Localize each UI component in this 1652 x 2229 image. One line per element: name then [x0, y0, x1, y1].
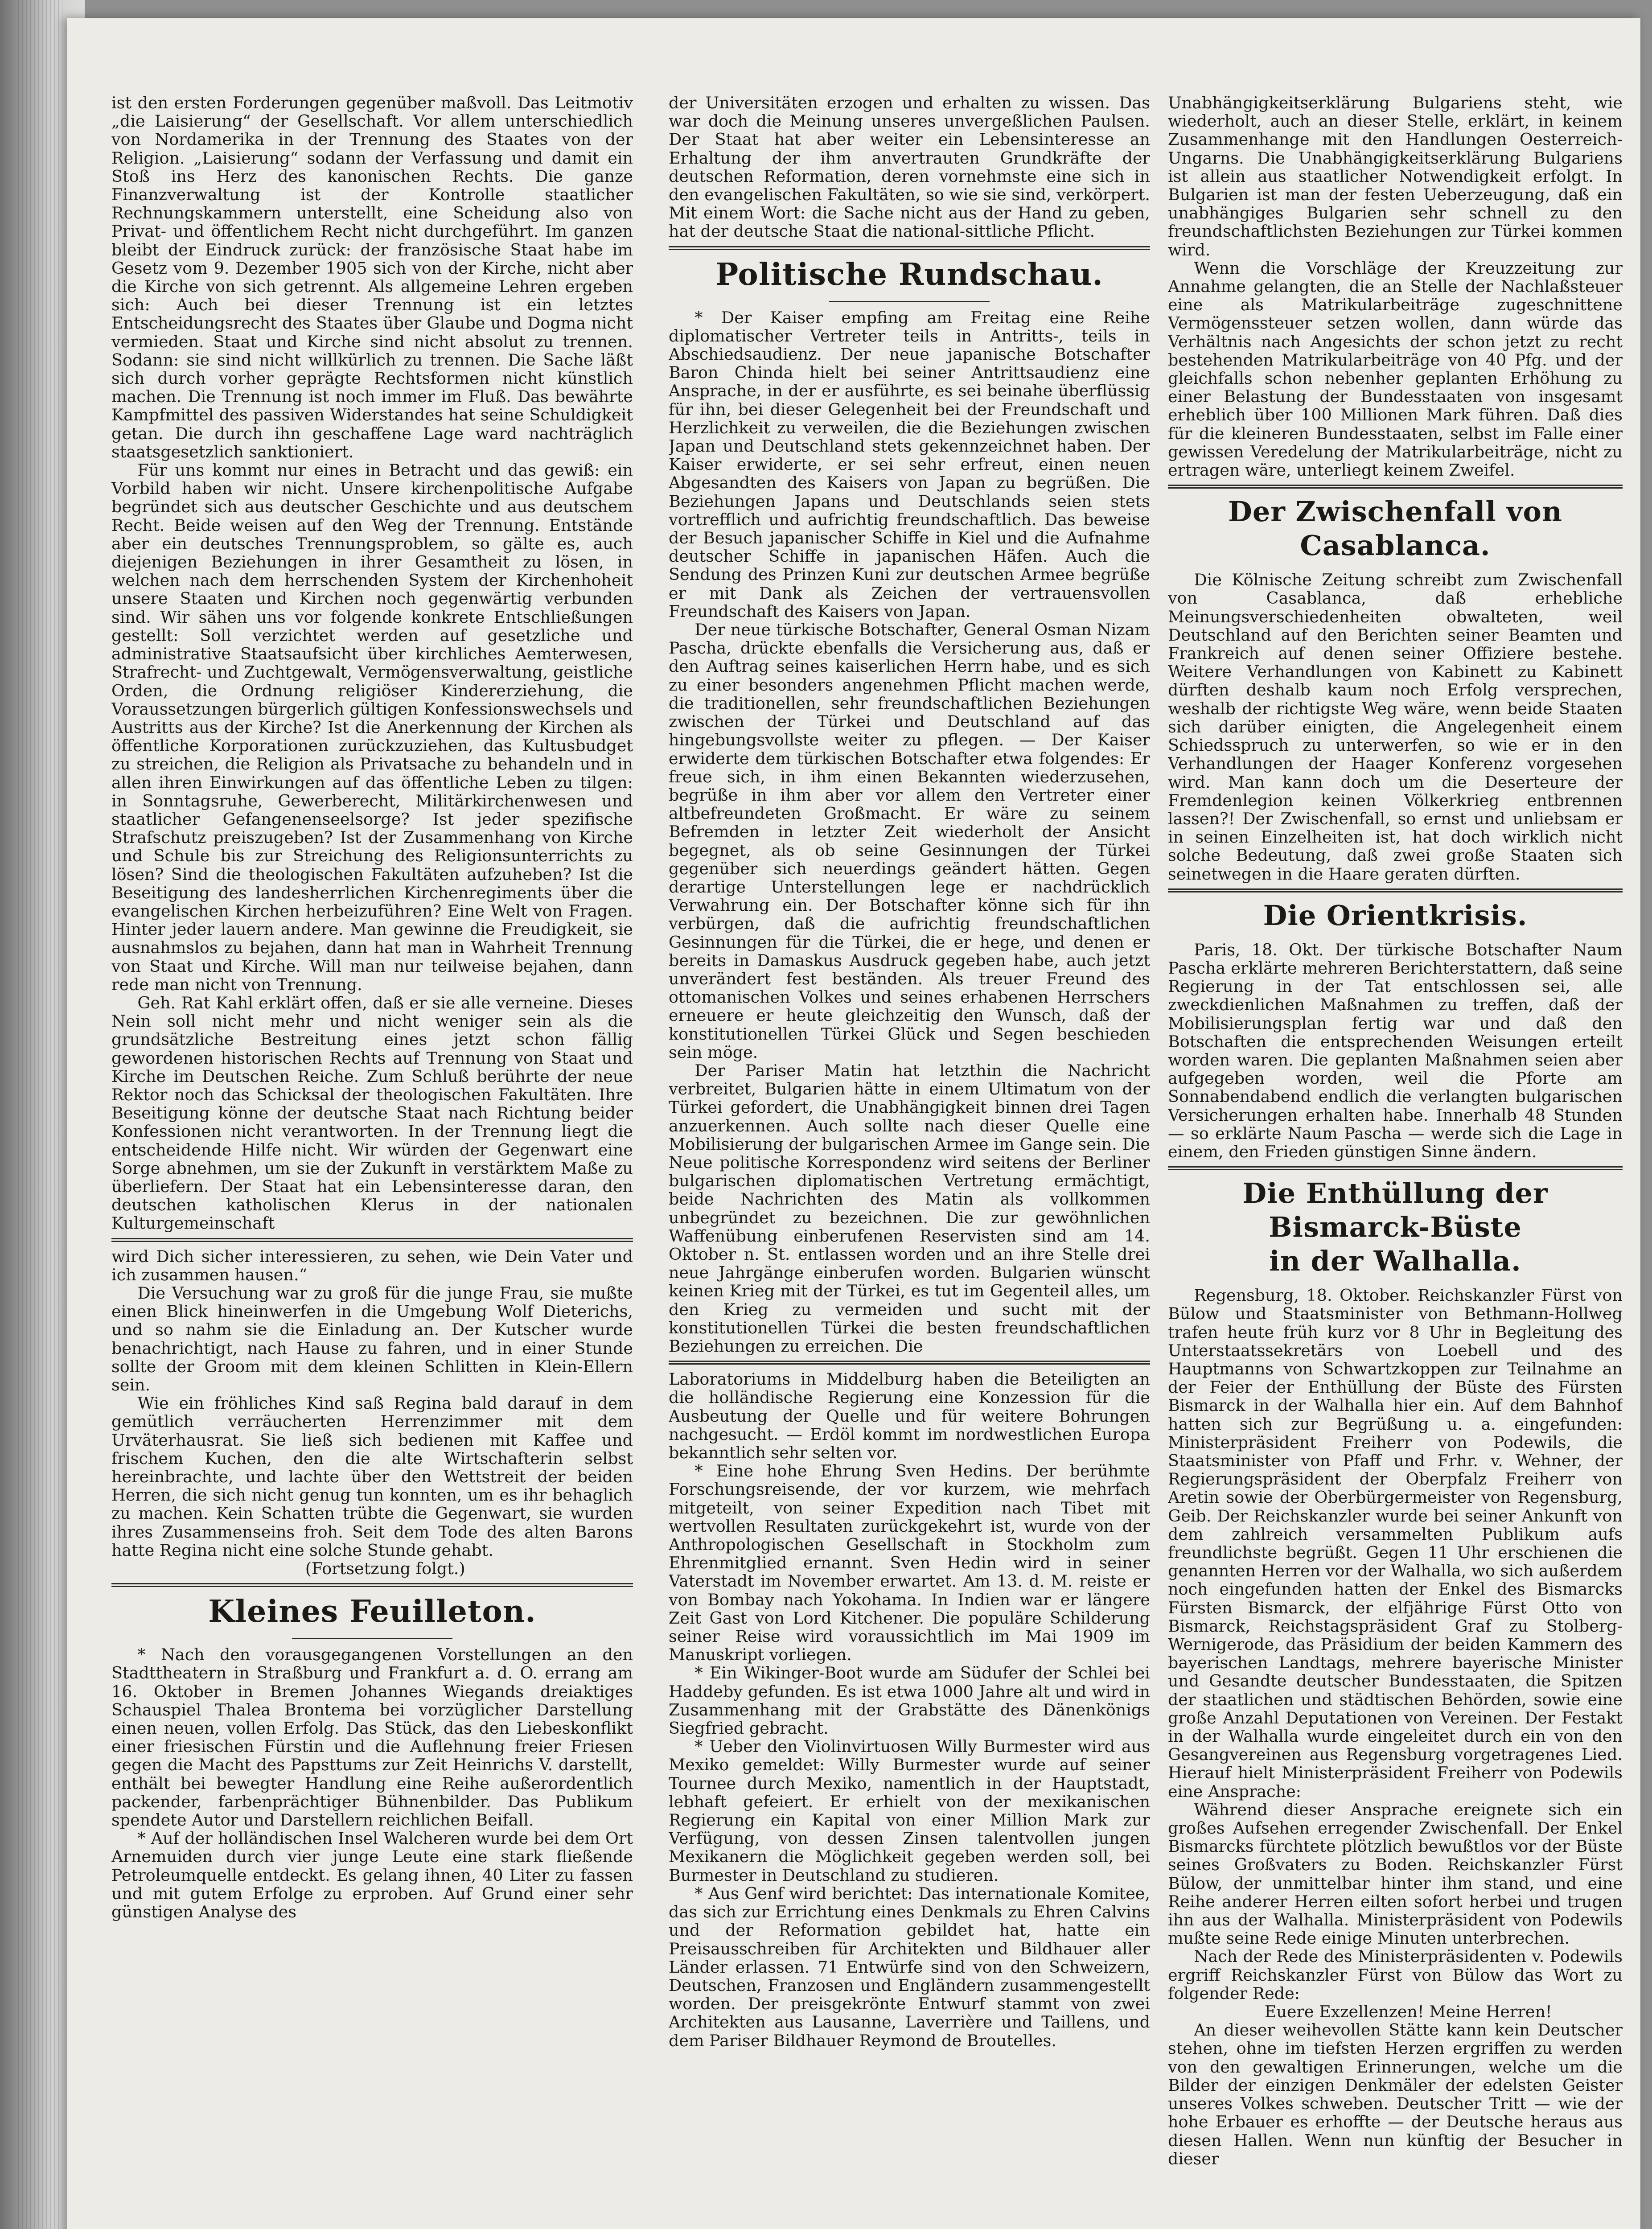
feuilleton-item: * Auf der holländischen Insel Walcheren wurde bei dem Ort Arnemuiden durch vier junge Leute eine stark fließende Petroleumquelle entdeckt. Es gelang ihnen, 40 Liter zu fassen und mit gutem Erfolge zu erproben. Auf Grund einer sehr günstigen Analyse des [111, 1829, 633, 1922]
novel-text: wird Dich sicher interessieren, zu sehen, wie Dein Vater und ich zusammen hausen.“ [111, 1246, 633, 1284]
novel-text: Die Versuchung war zu groß für die junge Frau, sie mußte einen Blick hineinwerfen in die Umgebung Wolf Dieterichs, und so nahm sie die Einladung an. Der Kutscher wurde benachrichtigt, nach Hause zu fahren, und in einer Stunde sollte der Groom mit dem kleinen Schlitten in Klein-Ellern sein. [111, 1283, 633, 1395]
article-text: Für uns kommt nur eines in Betracht und das gewiß: ein Vorbild haben wir nicht. Unsere kirchenpolitische Aufgabe begründet sich aus deutscher Geschichte und aus deutschem Recht. Beide weisen auf den Weg der Trennung. Entstände aber ein deutsches Trennungsproblem, so gälte es, auch diejenigen Beziehungen in ihrer Gesamtheit zu lösen, in welchen nach dem herrschenden System der Kirchenhoheit unsere Staaten und Kirchen noch gegenwärtig verbunden sind. Wir sähen uns vor folgende konkrete Entschließungen gestellt: Soll verzichtet werden auf gesetzliche und administrative Staatsaufsicht über kirchliches Aemterwesen, Strafrecht- und Zuchtgewalt, Vermögensverwaltung, geistliche Orden, die Ordnung religiöser Kindererziehung, die Voraussetzungen bürgerlich gültigen Konfessionswechsels und Austritts aus der Kirche? Ist die Anerkennung der Kirchen als öffentliche Korporationen zurückzuziehen, das Kultusbudget zu streichen, die Religion als Privatsache zu behandeln und in allen ihren Einwirkungen auf das öffentliche Leben zu tilgen: in Sonntagsruhe, Gewerberecht, Militärkirchenwesen und staatlicher Gefangenenseelsorge? Ist jeder spezifische Strafschutz preiszugeben? Ist der Zusammenhang von Kirche und Schule bis zur Streichung des Religionsunterrichts zu lösen? Sind die theologischen Fakultäten aufzuheben? Ist die Beseitigung des landesherrlichen Kirchenregiments über die evangelischen Kirchen herbeizuführen? Eine Welt von Fragen. Hinter jeder lauern andere. Man gewinne die Freudigkeit, sie ausnahmslos zu bejahen, dann hat man in Wahrheit Trennung von Staat und Kirche. Will man nur teilweise bejahen, dann rede man nicht von Trennung. [111, 461, 633, 994]
news-item: Der neue türkische Botschafter, General Osman Nizam Pascha, drückte ebenfalls die Versicherung aus, daß er den Auftrag seines kaiserlichen Herrn habe, und es sich zu einer besonders angenehmen Pflicht machen werde, die traditionellen, sehr freundschaftlichen Beziehungen zwischen der Türkei und Deutschland auf das hingebungsvollste weiter zu pflegen. — Der Kaiser erwiderte dem türkischen Botschafter etwa folgendes: Er freue sich, in ihm einen Bekannten wiederzusehen, begrüße in ihm aber vor allem den Vertreter einer altbefreundeten Großmacht. Er wäre zu seinem Befremden in letzter Zeit wiederholt der Ansicht begegnet, als ob seine Gesinnungen der Türkei gegenüber sich neuerdings geändert hätten. Gegen derartige Unterstellungen lege er nachdrücklich Verwahrung ein. Der Botschafter könne sich für ihn verbürgen, daß die aufrichtig freundschaftlichen Gesinnungen für die Türkei, die er hege, und denen er bereits in Damaskus Ausdruck gegeben habe, auch jetzt unverändert fest beständen. Als treuer Freund des ottomanischen Volkes und seines erhabenen Herrschers erneuere er heute gleichzeitig den Wunsch, daß der konstitutionellen Türkei Glück und Segen beschieden sein möge. [669, 620, 1150, 1062]
news-item: Paris, 18. Okt. Der türkische Botschafter Naum Pascha erklärte mehreren Berichterstattern, daß seine Regierung in der Tat entschlossen sei, alle zweckdienlichen Maßnahmen zu treffen, daß der Mobilisierungsplan fertig war und daß den Botschaften die entsprechenden Weisungen erteilt worden waren. Die geplanten Maßnahmen seien aber aufgegeben worden, weil die Pforte am Sonnabendabend endlich die verlangten bulgarischen Versicherungen erhalten habe. Innerhalb 48 Stunden — so erklärte Naum Pascha — werde sich die Lage in einem, den Frieden günstigen Sinne ändern. [1168, 940, 1623, 1161]
section-heading-casablanca: Der Zwischenfall von Casablanca. [1228, 495, 1562, 562]
continuation-note: (Fortsetzung folgt.) [305, 1559, 465, 1579]
article-text: Geh. Rat Kahl erklärt offen, daß er sie alle verneine. Dieses Nein soll nicht mehr und nicht weniger sein als die grundsätzliche Bestreitung eines jetzt schon fällig gewordenen historischen Rechts auf Trennung von Staat und Kirche im Deutschen Reiche. Zum Schluß berührte der neue Rektor noch das Schicksal der theologischen Fakultäten. Ihre Beseitigung könne der deutsche Staat nach Richtung beider Konfessionen nicht verantworten. In der Trennung liegt die entscheidende Hilfe nicht. Wir würden der Gegenwart eine Sorge abnehmen, um sie der Zukunft in verstärktem Maße zu überliefern. Der Staat hat ein Lebensinteresse daran, den deutschen katholischen Klerus in der nationalen Kulturgemeinschaft [111, 993, 633, 1233]
section-divider [1168, 888, 1623, 892]
article-text: ist den ersten Forderungen gegenüber maßvoll. Das Leitmotiv „die Laisierung“ der Gesellschaft. Vor allem unterschiedlich von Nordamerika in der Trennung des Staates von der Religion. „Laisierung“ sodann der Verfassung und damit ein Stoß ins Herz des kanonischen Rechts. Die ganze Finanzverwaltung ist der Kontrolle staatlicher Rechnungskammern unterstellt, eine Scheidung also von Privat- und öffentlichem Recht nicht durchgeführt. Im ganzen bleibt der Eindruck zurück: der französische Staat habe im Gesetz vom 9. Dezember 1905 sich von der Kirche, nicht aber die Kirche von sich getrennt. Als allgemeine Lehren ergeben sich: Auch bei dieser Trennung ist ein letztes Entscheidungsrecht des Staates über Glaube und Dogma nicht vermieden. Staat und Kirche sind nicht absolut zu trennen. Sodann: sie sind nicht willkürlich zu trennen. Die Sache läßt sich durch vorher geprägte Rechtsformen nicht künstlich machen. Die Trennung ist noch immer im Fluß. Das bewährte Kampfmittel des passiven Widerstandes hat seine Schuldigkeit getan. Die durch ihn geschaffene Lage ward nachträglich staatsgesetzlich sanktioniert. [111, 94, 633, 461]
heading-underline [829, 301, 990, 302]
feuilleton-item: * Ein Wikinger-Boot wurde am Südufer der Schlei bei Haddeby gefunden. Es ist etwa 1000 Jahre alt und wird in Zusammenhang mit der Grabstätte des Dänenkönigs Siegfried gebracht. [669, 1663, 1150, 1738]
feuilleton-item: Laboratoriums in Middelburg haben die Beteiligten an die holländische Regierung eine Konzession für die Ausbeutung der Quelle und für weitere Bohrungen nachgesucht. — Erdöl kommt im nordwestlichen Europa bekanntlich sehr selten vor. [669, 1369, 1150, 1463]
news-item: * Der Kaiser empfing am Freitag eine Reihe diplomatischer Vertreter teils in Antritts-, teils in Abschiedsaudienz. Der neue japanische Botschafter Baron Chinda hielt bei seiner Antrittsaudienz eine Ansprache, in der er ausführte, es sei beinahe überflüssig für ihn, bei dieser Gelegenheit bei der Freundschaft und Herzlichkeit zu verweilen, die die Beziehungen zwischen Japan und Deutschland stets gekennzeichnet haben. Der Kaiser erwiderte, er sei sehr erfreut, einen neuen Abgesandten des Kaisers von Japan zu begrüßen. Die Beziehungen Japans und Deutschlands seien stets vortrefflich und aufrichtig freundschaftlich. Das beweise der Besuch japanischer Schiffe in Kiel und die Aufnahme deutscher Schiffe in japanischen Häfen. Auch die Sendung des Prinzen Kuni zur deutschen Armee begrüße er mit Dank als Zeichen der vertrauensvollen Freundschaft des Kaisers von Japan. [669, 308, 1150, 621]
section-heading-bismarck: Die Enthüllung der Bismarck-Büste [1242, 1177, 1548, 1244]
column-middle [669, 94, 1150, 2229]
section-heading-orientkrisis: Die Orientkrisis. [1263, 899, 1528, 932]
news-item: Nach der Rede des Ministerpräsidenten v. Podewils ergriff Reichskanzler Fürst von Bülow das Wort zu folgender Rede: [1168, 1947, 1623, 2003]
section-divider [1168, 485, 1623, 489]
heading-underline [292, 1638, 452, 1639]
news-item: Die Kölnische Zeitung schreibt zum Zwischenfall von Casablanca, daß erhebliche Meinungsverschiedenheiten obwalteten, weil Deutschland auf den Berichten seiner Beamten und Frankreich auf denen seiner Offiziere bestehe. Weitere Verhandlungen von Kabinett zu Kabinett dürften deshalb kaum noch Erfolg versprechen, weshalb der richtigste Weg wäre, wenn beide Staaten sich darüber einigten, die Angelegenheit einem Schiedsspruch zu unterwerfen, so wie er in den Verhandlungen der Haager Konferenz vorgesehen wird. Man kann doch um die Deserteure der Fremdenlegion keinen Völkerkrieg entbrennen lassen?! Der Zwischenfall, so ernst und unliebsam er in seinen Einzelheiten ist, hat doch wirklich nicht solche Bedeutung, daß zwei große Staaten sich seinetwegen in die Haare geraten dürften. [1168, 570, 1623, 884]
news-item: Der Pariser Matin hat letzthin die Nachricht verbreitet, Bulgarien hätte in einem Ultimatum von der Türkei gefordert, die Unabhängigkeit binnen drei Tagen anzuerkennen. Auch sollte nach dieser Quelle eine Mobilisierung der bulgarischen Armee im Gange sein. Die Neue politische Korrespondenz wird seitens der Berliner bulgarischen diplomatischen Vertretung ermächtigt, beide Nachrichten des Matin als vollkommen unbegründet zu bezeichnen. Die zur gewöhnlichen Waffenübung einberufenen Reservisten sind am 14. Oktober n. St. entlassen worden und an ihre Stelle drei neue Jahrgänge einberufen worden. Bulgarien wünscht keinen Krieg mit der Türkei, es tut im Gegenteil alles, um den Krieg zu vermeiden und sucht mit der konstitutionellen Türkei die besten freundschaftlichen Beziehungen zu erreichen. Die [669, 1061, 1150, 1356]
speech-salutation: Euere Exzellenzen! Meine Herren! [1264, 2002, 1552, 2022]
section-divider [111, 1238, 633, 1242]
feuilleton-item: * Nach den vorausgegangenen Vorstellungen an den Stadttheatern in Straßburg und Frankfurt a. d. O. errang am 16. Oktober in Bremen Johannes Wiegands dreiaktiges Schauspiel Thalea Brontema bei vorzüglicher Darstellung einen neuen, vollen Erfolg. Das Stück, das den Liebeskonflikt einer friesischen Fürstin und die Auflehnung freier Friesen gegen die Macht des Papsttums zur Zeit Heinrichs V. darstellt, enthält bei bewegter Handlung eine Reihe außerordentlich packender, farbenprächtiger Bühnenbilder. Das Publikum spendete Autor und Darstellern reichlichen Beifall. [111, 1645, 633, 1830]
news-item: Regensburg, 18. Oktober. Reichskanzler Fürst von Bülow und Staatsminister von Bethmann-Hollweg trafen heute früh kurz vor 8 Uhr in Begleitung des Unterstaatssekretärs von Loebell und des Hauptmanns von Schwartzkoppen zur Teilnahme an der Feier der Enthüllung der Büste des Fürsten Bismarck in der Walhalla hier ein. Auf dem Bahnhof hatten sich zur Begrüßung u. a. eingefunden: Ministerpräsident Freiherr von Podewils, die Staatsminister von Pfaff und Frhr. v. Wehner, der Regierungspräsident der Oberpfalz Freiherr von Aretin sowie der Oberbürgermeister von Regensburg, Geib. Der Reichskanzler wurde bei seiner Ankunft von dem zahlreich versammelten Publikum aufs freundlichste begrüßt. Gegen 11 Uhr erschienen die genannten Herren vor der Walhalla, wo sich außerdem noch eingefunden hatten der Enkel des Bismarcks Fürsten Bismarck, der elfjährige Fürst Otto von Bismarck, Reichstagspräsident Graf zu Stolberg-Wernigerode, das Präsidium der beiden Kammern des bayerischen Landtags, mehrere bayerische Minister und Gesandte deutscher Bundesstaaten, die Spitzen der staatlichen und städtischen Behörden, sowie eine große Anzahl Deputationen von Vereinen. Der Festakt in der Walhalla wurde eingeleitet durch ein von den Gesangvereinen aus Regensburg vorgetragenes Lied. Hierauf hielt Ministerpräsident Freiherr von Podewils eine Ansprache: [1168, 1286, 1623, 1801]
section-heading-feuilleton: Kleines Feuilleton. [208, 1594, 536, 1630]
section-divider [111, 1583, 633, 1587]
section-heading-walhalla: in der Walhalla. [1269, 1245, 1521, 1278]
section-divider [669, 246, 1150, 250]
column-left [111, 94, 633, 2229]
news-item: Während dieser Ansprache ereignete sich ein großes Aufsehen erregender Zwischenfall. Der Enkel Bismarcks fürchtete plötzlich bewußtlos vor der Büste seines Großvaters zu Boden. Reichskanzler Fürst Bülow, der unmittelbar hinter ihm stand, und eine Reihe anderer Herren eilten sofort herbei und trugen ihn aus der Walhalla. Ministerpräsident von Podewils mußte seine Rede einige Minuten unterbrechen. [1168, 1800, 1623, 1948]
news-item: Wenn die Vorschläge der Kreuzzeitung zur Annahme gelangten, die an Stelle der Nachlaßsteuer eine als Matrikularbeiträge zugeschnittene Vermögenssteuer setzen wollen, dann würde das Verhältnis nach Angesichts der schon jetzt zu recht bestehenden Matrikularbeiträge von 40 Pfg. und der gleichfalls schon nebenher geplanten Erhöhung zu einer Belastung der Bundesstaaten von insgesamt erheblich über 100 Millionen Mark führen. Daß dies für die kleineren Bundesstaaten, selbst im Falle einer gewissen Veredelung der Matrikularbeiträge, nicht zu ertragen wäre, unterliegt keinem Zweifel. [1168, 258, 1623, 480]
novel-text: Wie ein fröhliches Kind saß Regina bald darauf in dem gemütlich verräucherten Herrenzimmer mit dem Urväterhausrat. Sie ließ sich bedienen mit Kaffee und frischem Kuchen, den die alte Wirtschafterin selbst hereinbrachte, und lachte über den Wettstreit der beiden Herren, die sich nicht genug tun konnten, um es ihr behaglich zu machen. Kein Schatten trübte die Gegenwart, sie wurden ihres Zusammenseins froh. Seit dem Tode des alten Barons hatte Regina nicht eine solche Stunde gehabt. [111, 1394, 633, 1560]
news-item: Unabhängigkeitserklärung Bulgariens steht, wie wiederholt, auch an dieser Stelle, erklärt, in keinem Zusammenhange mit den Handlungen Oesterreich-Ungarns. Die Unabhängigkeitserklärung Bulgariens ist allein aus staatlicher Notwendigkeit erfolgt. In Bulgarien ist man der festen Ueberzeugung, daß ein unabhängiges Bulgarien sehr schnell zu den freundschaftlichsten Beziehungen zur Türkei kommen wird. [1168, 94, 1623, 259]
section-divider [669, 1361, 1150, 1365]
section-heading-politische-rundschau: Politische Rundschau. [715, 256, 1103, 292]
column-right [1168, 94, 1623, 2229]
feuilleton-item: * Aus Genf wird berichtet: Das internationale Komitee, das sich zur Errichtung eines Denkmals zu Ehren Calvins und der Reformation gebildet hat, hatte ein Preisausschreiben für Architekten und Bildhauer aller Länder erlassen. 71 Entwürfe sind von den Schweizern, Deutschen, Franzosen und Engländern zusammengestellt worden. Der preisgekrönte Entwurf stammt von zwei Architekten aus Lausanne, Laverrière und Taillens, und dem Pariser Bildhauer Reymond de Broutelles. [669, 1884, 1150, 2050]
feuilleton-item: * Ueber den Violinvirtuosen Willy Burmester wird aus Mexiko gemeldet: Willy Burmester wurde auf seiner Tournee durch Mexiko, namentlich in der Hauptstadt, lebhaft gefeiert. Er erhielt von der mexikanischen Regierung ein Kapital von einer Million Mark zur Verfügung, von dessen Zinsen talentvollen jungen Mexikanern die Möglichkeit gegeben werden soll, bei Burmester in Deutschland zu studieren. [669, 1737, 1150, 1885]
speech-text: An dieser weihevollen Stätte kann kein Deutscher stehen, ohne im tiefsten Herzen ergriffen zu werden von den gewaltigen Erinnerungen, welche um die Bilder der einzigen Denkmäler der edelsten Geister unseres Volkes schweben. Deutscher Tritt — wie der hohe Erbauer es erhoffte — der Deutsche heraus aus diesen Hallen. Wenn nun künftig der Besucher in dieser [1168, 2020, 1623, 2168]
article-text: der Universitäten erzogen und erhalten zu wissen. Das war doch die Meinung unseres unvergeßlichen Paulsen. Der Staat hat aber weiter ein Lebensinteresse an Erhaltung der ihm anvertrauten Grundkräfte der deutschen Reformation, deren vornehmste eine sich in den evangelischen Fakultäten, so wie sie sind, verkörpert. Mit einem Wort: die Sache nicht aus der Hand zu geben, hat der deutsche Staat die national-sittliche Pflicht. [669, 94, 1150, 241]
section-divider [1168, 1166, 1623, 1170]
feuilleton-item: * Eine hohe Ehrung Sven Hedins. Der berühmte Forschungsreisende, der vor kurzem, wie mehrfach mitgeteilt, von seiner Expedition nach Tibet mit wertvollen Resultaten zurückgekehrt ist, wurde von der Anthropologischen Gesellschaft in Stockholm zum Ehrenmitglied ernannt. Sven Hedin wird in seiner Vaterstadt im November erwartet. Am 13. d. M. reiste er von Bombay nach Yokohama. In Indien war er längere Zeit Gast von Lord Kitchener. Die populäre Schilderung seiner Reise wird voraussichtlich im Mai 1909 im Manuskript vorliegen. [669, 1461, 1150, 1665]
